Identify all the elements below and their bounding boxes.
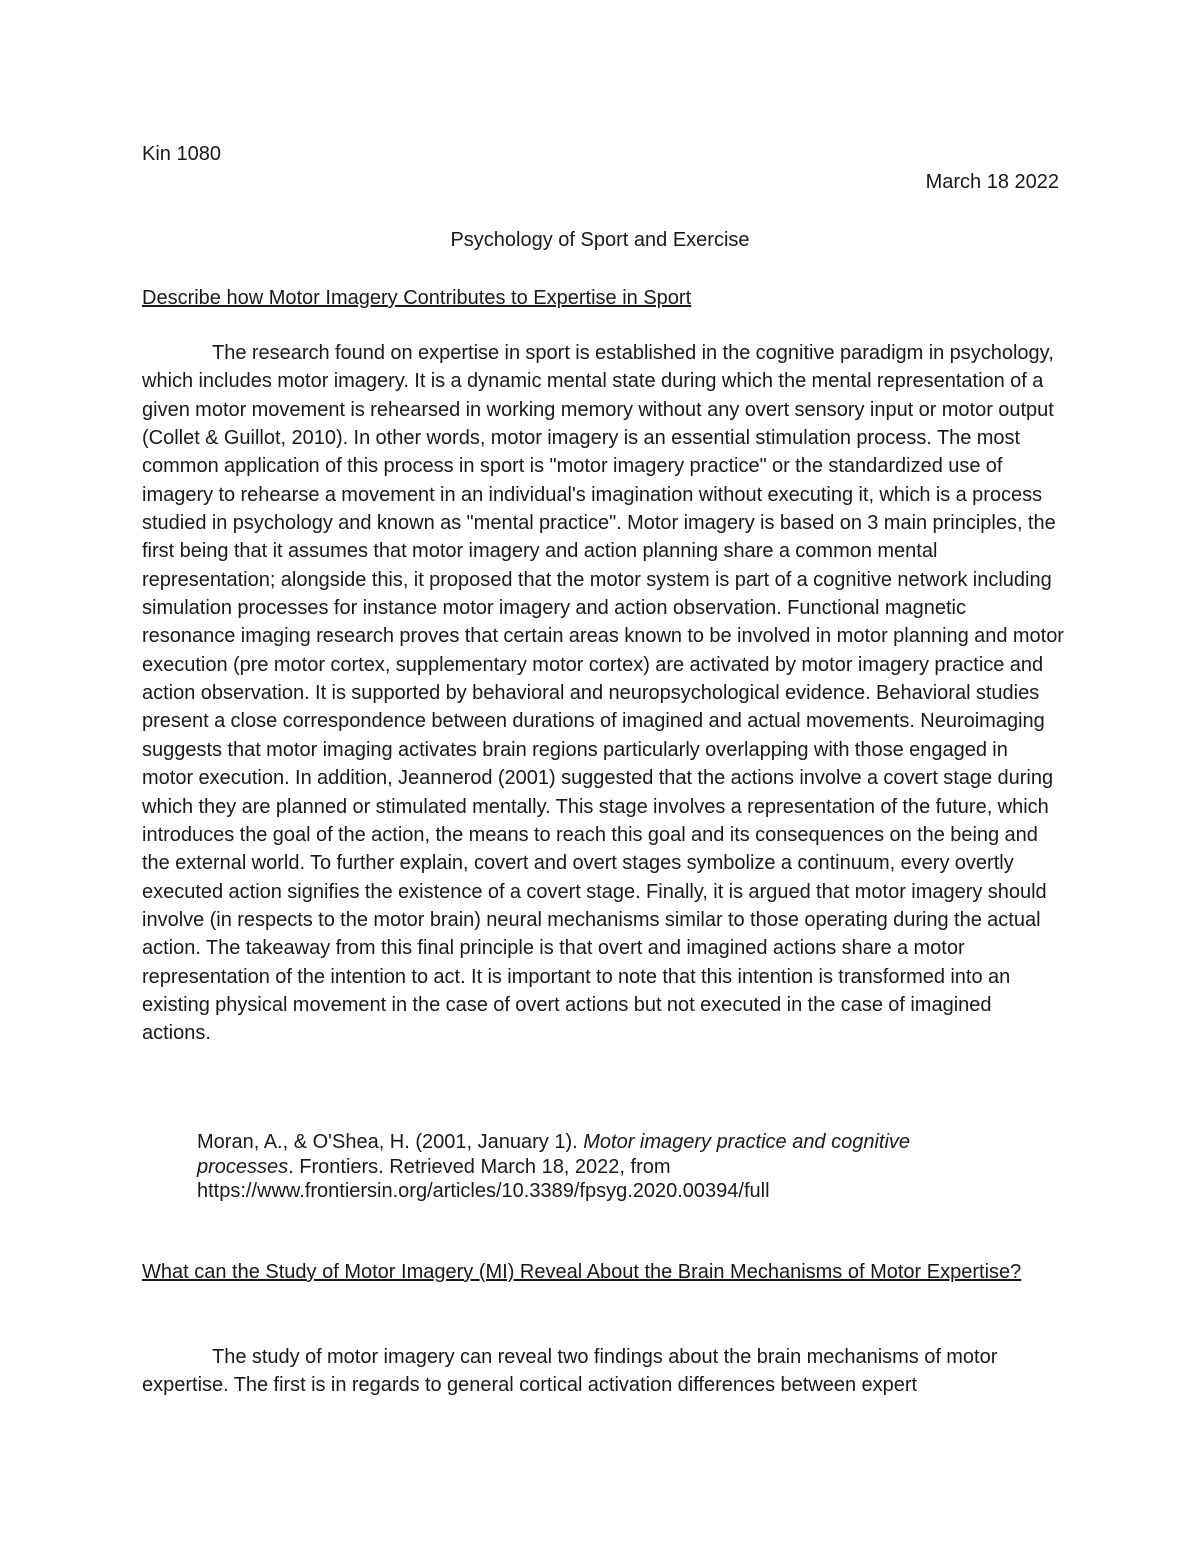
reference-citation — [197, 1130, 997, 1204]
section-heading-motor-imagery-expertise: Describe how Motor Imagery Contributes to Expertise in Sport — [142, 287, 692, 309]
body-paragraph-motor-imagery: The research found on expertise in sport is established in the cognitive paradigm in psychology, which includes motor imagery. It is a dynamic mental state during which the mental representation of a given motor movement is rehearsed in working memory without any overt sensory input or motor output (Collet & Guillot, 2010). In other words, motor imagery is an essential stimulation process. The most common application of this process in sport is "motor imagery practice" or the standardized use of imagery to rehearse a movement in an individual's imagination without executing it, which is a process studied in psychology and known as "mental practice". Motor imagery is based on 3 main principles, the first being that it assumes that motor imagery and action planning share a common mental representation; alongside this, it proposed that the motor system is part of a cognitive network including simulation processes for instance motor imagery and action observation. Functional magnetic resonance imaging research proves that certain areas known to be involved in motor planning and motor execution (pre motor cortex, supplementary motor cortex) are activated by motor imagery practice and action observation. It is supported by behavioral and neuropsychological evidence. Behavioral studies present a close correspondence between durations of imagined and actual movements. Neuroimaging suggests that motor imaging activates brain regions particularly overlapping with those engaged in motor execution. In addition, Jeannerod (2001) suggested that the actions involve a covert stage during which they are planned or stimulated mentally. This stage involves a representation of the future, which introduces the goal of the action, the means to reach this goal and its consequences on the being and the external world. To further explain, covert and overt stages symbolize a continuum, every overtly executed action signifies the existence of a covert stage. Finally, it is argued that motor imagery should involve (in respects to the motor brain) neural mechanisms similar to those operating during the actual action. The takeaway from this final principle is that overt and imagined actions share a motor representation of the intention to act. It is important to note that this intention is transformed into an existing physical movement in the case of overt actions but not executed in the case of imagined actions. — [142, 342, 1064, 1045]
citation-title: Motor imagery practice and cognitive processes — [197, 1131, 911, 1178]
citation-authors: Moran, A., & O'Shea, H. (2001, January 1). — [197, 1131, 584, 1153]
course-code: Kin 1080 — [142, 143, 221, 165]
document-title: Psychology of Sport and Exercise — [450, 229, 750, 251]
body-paragraph-brain-mechanisms: The study of motor imagery can reveal two findings about the brain mechanisms of motor expertise. The first is in regards to general cortical activation differences between expert — [142, 1346, 998, 1397]
citation-publisher: . Frontiers. Retrieved March 18, 2022, from — [288, 1155, 671, 1178]
citation-url: https://www.frontiersin.org/articles/10.3389/fpsyg.2020.00394/full — [197, 1180, 770, 1202]
section-heading-brain-mechanisms: What can the Study of Motor Imagery (MI) Reveal About the Brain Mechanisms of Motor Expertise? — [142, 1261, 1022, 1283]
document-date: March 18 2022 — [925, 171, 1059, 193]
